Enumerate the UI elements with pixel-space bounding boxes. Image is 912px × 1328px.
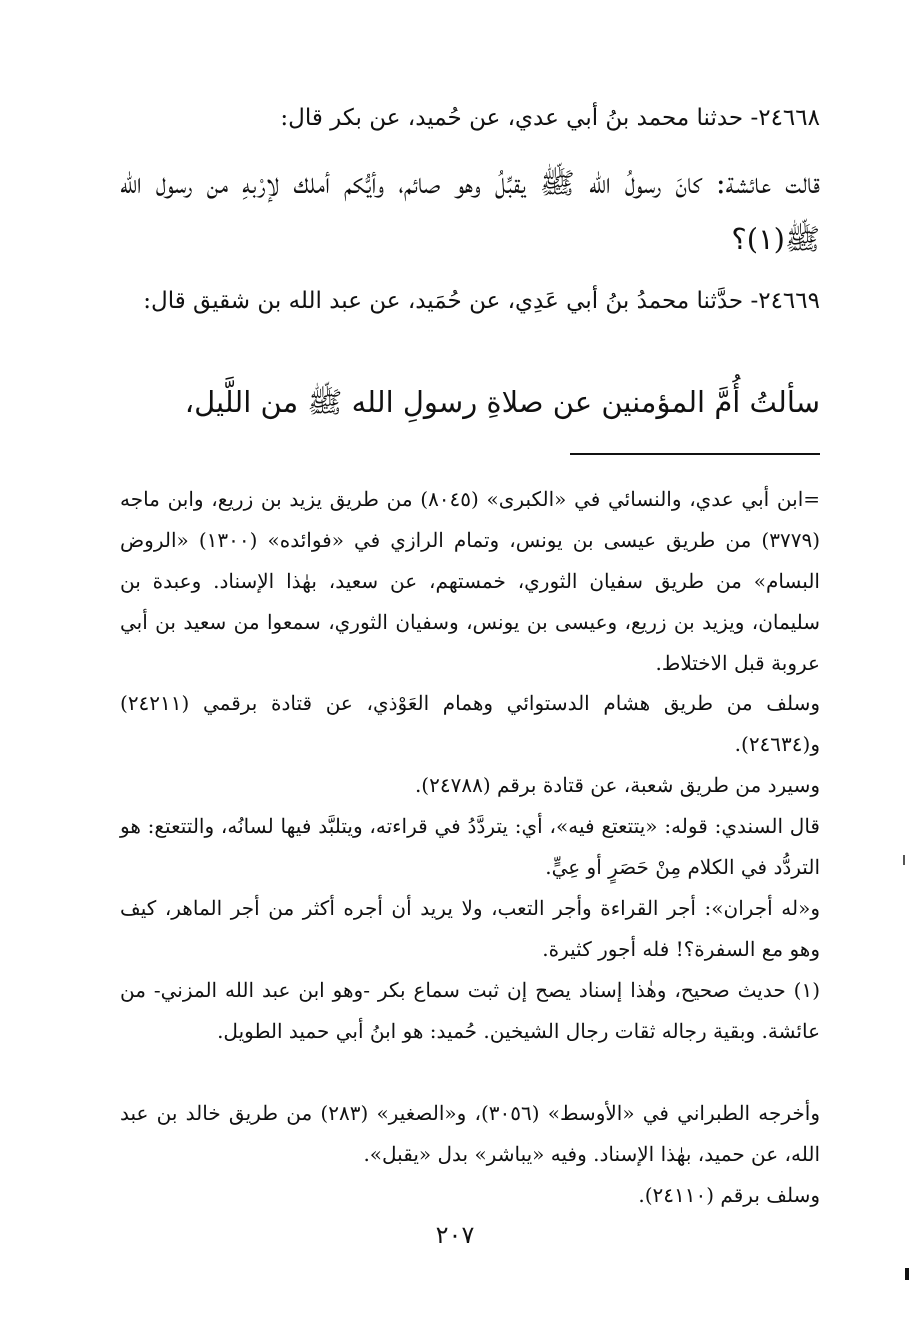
footnote-paragraph: و«له أجران»: أجر القراءة وأجر التعب، ولا يريد أن أجره أكثر من أجر الماهر، كيف وهو مع السفرة؟! فله أجور كثيرة.	[120, 896, 820, 961]
footnote-paragraph: وسيرد من طريق شعبة، عن قتادة برقم (٢٤٧٨٨).	[414, 773, 820, 797]
scan-mark	[903, 855, 905, 865]
footnote-paragraph: وأخرجه الطبراني في «الأوسط» (٣٠٥٦)، و«الصغير» (٢٨٣) من طريق خالد بن عبد الله، عن حميد، بهٰذا الإسناد. وفيه «يباشر» بدل «يقبل».	[120, 1101, 820, 1166]
footnote-paragraph: وسلف برقم (٢٤١١٠).	[638, 1183, 820, 1207]
footnote-separator	[570, 453, 820, 455]
scan-mark	[905, 1268, 909, 1280]
hadith-24669-matn: سألتُ أُمَّ المؤمنين عن صلاةِ رسولِ الله ﷺ من اللَّيل،	[184, 385, 820, 419]
hadith-24668-isnad: ٢٤٦٦٨- حدثنا محمد بنُ أبي عدي، عن حُميد، عن بكر قال:	[280, 105, 820, 131]
footnote-paragraph: قال السندي: قوله: «يتتعتع فيه»، أي: يتردَّدُ في قراءته، ويتلبَّد فيها لسانُه، والتتعتع: هو التردُّد في الكلام مِنْ حَصَرٍ أو عِيٍّ.	[120, 814, 820, 879]
footnote-continuation: =ابن أبي عدي، والنسائي في «الكبرى» (٨٠٤٥) من طريق يزيد بن زريع، وابن ماجه (٣٧٧٩) من طريق عيسى بن يونس، وتمام الرازي في «فوائده» (١٣٠٠) «الروض البسام» من طريق سفيان الثوري، خمستهم، عن سعيد، بهٰذا الإسناد. وعبدة بن سليمان، ويزيد بن زريع، وعيسى بن يونس، وسفيان الثوري، سمعوا من سعيد بن أبي عروبة قبل الاختلاط.	[120, 487, 821, 675]
page-number: ٢٠٧	[435, 1221, 475, 1249]
footnote-paragraph: وسلف من طريق هشام الدستوائي وهمام العَوْذي، عن قتادة برقمي (٢٤٢١١) و(٢٤٦٣٤).	[120, 691, 820, 756]
hadith-24668-matn: قالت عائشة: كانَ رسولُ الله ﷺ يقبِّلُ وهو صائم، وأيُّكم أملك لإرْبهِ من رسول الله ﷺ(١)؟	[120, 166, 820, 256]
footnote-1: (١) حديث صحيح، وهٰذا إسناد يصح إن ثبت سماع بكر -وهو ابن عبد الله المزني- من عائشة. وبقية رجاله ثقات رجال الشيخين. حُميد: هو ابنُ أبي حميد الطويل.	[120, 978, 820, 1043]
hadith-24669-isnad: ٢٤٦٦٩- حدَّثنا محمدُ بنُ أبي عَدِي، عن حُمَيد، عن عبد الله بن شقيق قال:	[143, 288, 820, 314]
